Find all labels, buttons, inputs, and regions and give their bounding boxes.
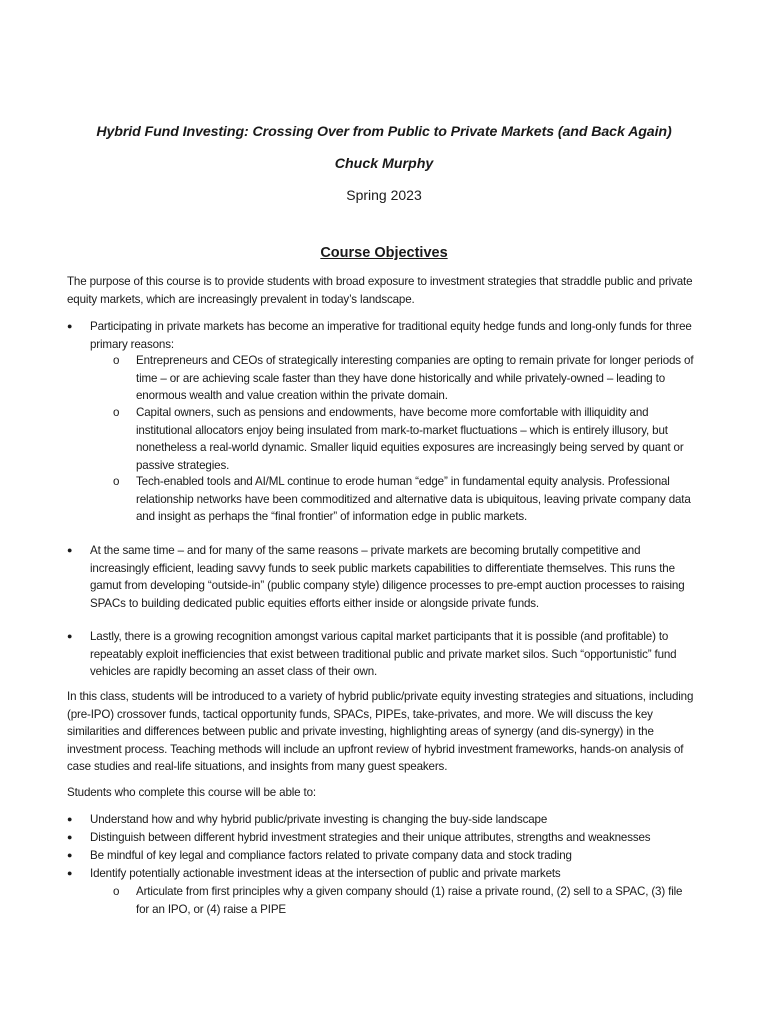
document-title: Hybrid Fund Investing: Crossing Over from Public to Private Markets (and Back Again) xyxy=(96,124,672,140)
sub-bullet-marker: o xyxy=(113,475,120,488)
reason-item: At the same time – and for many of the same reasons – private markets are becoming brutally competitive and increasingly efficient, leading savvy funds to seek public markets capabilities to differentiate themselves. This runs the gamut from developing “outside-in” (public company style) diligence processes to pre-empt auction processes to raising SPACs to building dedicated public equities efforts either inside or alongside private funds. xyxy=(90,544,685,610)
outcomes-intro: Students who complete this course will be able to: xyxy=(67,786,316,799)
reason-sub-item: Tech-enabled tools and AI/ML continue to erode human “edge” in fundamental equity analysis. Professional relationship networks have been commoditized and alternative data is ubiquitous, leaving private company data and insight as perhaps the “final frontier” of information edge in public markets. xyxy=(136,475,691,524)
outcome-item: Identify potentially actionable investment ideas at the intersection of public and private markets xyxy=(90,867,561,880)
sub-bullet-marker: o xyxy=(113,406,120,419)
intro-paragraph: The purpose of this course is to provide students with broad exposure to investment strategies that straddle public and private equity markets, which are increasingly prevalent in today’s landscape. xyxy=(67,275,693,306)
bullet-marker: ● xyxy=(67,850,73,860)
bullet-marker: ● xyxy=(67,814,73,824)
sub-bullet-marker: o xyxy=(113,354,120,367)
outcome-item: Be mindful of key legal and compliance factors related to private company data and stock trading xyxy=(90,849,572,862)
section-heading: Course Objectives xyxy=(320,245,448,261)
term: Spring 2023 xyxy=(346,187,422,203)
reason-sub-item: Capital owners, such as pensions and endowments, have become more comfortable with illiquidity and institutional allocators enjoy being insulated from mark-to-market fluctuations – which is entirely illusory, but nonetheless a real-world dynamic. Smaller liquid equities exposures are increasingly being served by quant or passive strategies. xyxy=(136,406,684,472)
bullet-marker: ● xyxy=(67,832,73,842)
reason-item: Participating in private markets has become an imperative for traditional equity hedge funds and long-only funds for three primary reasons: xyxy=(90,320,692,351)
bullet-marker: ● xyxy=(67,631,73,641)
bullet-marker: ● xyxy=(67,868,73,878)
outcome-item: Understand how and why hybrid public/private investing is changing the buy-side landscape xyxy=(90,813,548,826)
reason-sub-item: Entrepreneurs and CEOs of strategically interesting companies are opting to remain private for longer periods of time – or are achieving scale faster than they have done historically and while privately-owned – leading to enormous wealth and value creation within the private domain. xyxy=(136,354,694,403)
outcome-item: Distinguish between different hybrid investment strategies and their unique attributes, strengths and weaknesses xyxy=(90,831,651,844)
bullet-marker: ● xyxy=(67,321,73,331)
reason-item: Lastly, there is a growing recognition amongst various capital market participants that it is possible (and profitable) to repeatably exploit inefficiencies that exist between traditional public and private market silos. Such “opportunistic” fund vehicles are rapidly becoming an asset class of their own. xyxy=(90,630,677,679)
sub-bullet-marker: o xyxy=(113,885,120,898)
bullet-marker: ● xyxy=(67,545,73,555)
author-name: Chuck Murphy xyxy=(334,156,434,172)
outcome-sub-item: Articulate from first principles why a given company should (1) raise a private round, (2) sell to a SPAC, (3) file for an IPO, or (4) raise a PIPE xyxy=(136,885,683,916)
class-paragraph: In this class, students will be introduced to a variety of hybrid public/private equity investing strategies and situations, including (pre-IPO) crossover funds, tactical opportunity funds, SPACs, PIPEs, take-privates, and more. We will discuss the key similarities and differences between public and private investing, highlighting areas of synergy (and dis-synergy) in the investment process. Teaching methods will include an upfront review of hybrid investment frameworks, hands-on analysis of case studies and real-life situations, and insights from many guest speakers. xyxy=(67,690,694,774)
